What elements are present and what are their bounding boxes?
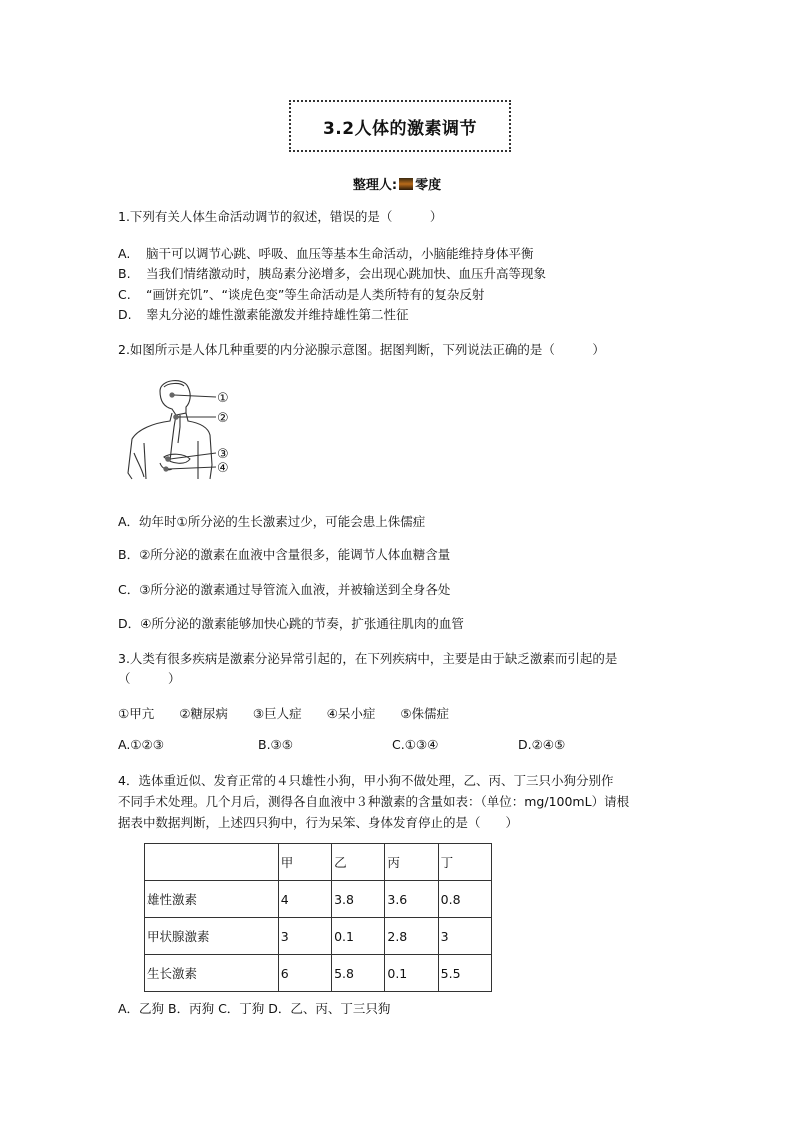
q4-stem-line1: 4．选体重近似、发育正常的４只雄性小狗，甲小狗不做处理，乙、丙、丁三只小狗分别作 — [118, 773, 614, 788]
q1-option-b-label: B. — [118, 266, 131, 281]
q4-stem-line3: 据表中数据判断，上述四只狗中，行为呆笨、身体发育停止的是（ ） — [118, 815, 519, 830]
organizer-name: 零度 — [415, 178, 442, 193]
q1-option-d-text: 睾丸分泌的雄性激素能激发并维持雄性第二性征 — [146, 307, 409, 322]
q2-option-d: D．④所分泌的激素能够加快心跳的节奏，扩张通往肌肉的血管 — [118, 616, 464, 631]
q3-choice-b: B.③⑤ — [258, 737, 293, 752]
organizer-prefix: 整理人: — [352, 178, 398, 193]
page-title: 3.2人体的激素调节 — [289, 100, 511, 152]
table-cell: 3.8 — [332, 881, 385, 918]
q1-option-a-label: A. — [118, 246, 131, 261]
q2-option-c: C．③所分泌的激素通过导管流入血液，并被输送到全身各处 — [118, 582, 451, 597]
table-cell: 0.1 — [332, 918, 385, 955]
organizer-line — [0, 174, 794, 193]
q1-option-d-label: D. — [118, 307, 132, 322]
q1-option-b-text: 当我们情绪激动时，胰岛素分泌增多，会出现心跳加快、血压升高等现象 — [146, 266, 547, 281]
hormone-table — [144, 843, 492, 992]
table-header-row — [145, 844, 492, 881]
q2-option-b: B．②所分泌的激素在血液中含量很多，能调节人体血糖含量 — [118, 547, 451, 562]
q1-option-b — [118, 264, 546, 282]
table-cell: 雄性激素 — [145, 881, 279, 918]
table-cell: 5.8 — [332, 955, 385, 992]
q3-choice-c: C.①③④ — [392, 737, 439, 752]
table-cell: 甲状腺激素 — [145, 918, 279, 955]
q2-stem: 2.如图所示是人体几种重要的内分泌腺示意图。据图判断，下列说法正确的是（ ） — [118, 342, 605, 357]
table-cell: 3 — [438, 918, 491, 955]
diagram-label-4: ④ — [217, 461, 229, 476]
q3-stem: 3.人类有很多疾病是激素分泌异常引起的，在下列疾病中，主要是由于缺乏激素而引起的是 — [118, 651, 618, 666]
endocrine-glands-diagram — [124, 373, 244, 483]
organizer-avatar-icon — [399, 178, 413, 190]
table-header-cell — [145, 844, 279, 881]
table-cell: 2.8 — [385, 918, 438, 955]
table-cell: 3 — [278, 918, 331, 955]
table-header-cell: 乙 — [332, 844, 385, 881]
diagram-label-3: ③ — [217, 447, 229, 462]
table-header-cell: 丁 — [438, 844, 491, 881]
q3-diseases: ①甲亢 ②糖尿病 ③巨人症 ④呆小症 ⑤侏儒症 — [118, 706, 450, 721]
table-cell: 0.8 — [438, 881, 491, 918]
table-cell: 5.5 — [438, 955, 491, 992]
table-row — [145, 918, 492, 955]
q2-option-a: A．幼年时①所分泌的生长激素过少，可能会患上侏儒症 — [118, 514, 426, 529]
q1-option-a — [118, 244, 534, 262]
q1-option-d — [118, 305, 409, 323]
table-cell: 0.1 — [385, 955, 438, 992]
table-row — [145, 955, 492, 992]
q1-option-c-text: “画饼充饥”、“谈虎色变”等生命活动是人类所特有的复杂反射 — [146, 287, 485, 302]
diagram-label-1: ① — [217, 391, 229, 406]
q4-answer-options: A．乙狗 B．丙狗 C．丁狗 D．乙、丙、丁三只狗 — [118, 1001, 391, 1016]
q3-choice-d: D.②④⑤ — [518, 737, 566, 752]
q3-stem-bracket: （ ） — [118, 671, 181, 686]
table-cell: 生长激素 — [145, 955, 279, 992]
table-cell: 3.6 — [385, 881, 438, 918]
q1-option-c — [118, 285, 484, 303]
table-cell: 4 — [278, 881, 331, 918]
table-header-cell: 甲 — [278, 844, 331, 881]
table-header-cell: 丙 — [385, 844, 438, 881]
q1-stem: 1.下列有关人体生命活动调节的叙述，错误的是（ ） — [118, 209, 443, 224]
q4-stem-line2: 不同手术处理。几个月后，测得各自血液中３种激素的含量如表：（单位：mg/100mL）请根 — [118, 794, 630, 809]
q1-option-c-label: C. — [118, 287, 131, 302]
table-row — [145, 881, 492, 918]
q3-choice-a: A.①②③ — [118, 737, 164, 752]
diagram-label-2: ② — [217, 411, 229, 426]
table-cell: 6 — [278, 955, 331, 992]
q1-option-a-text: 脑干可以调节心跳、呼吸、血压等基本生命活动，小脑能维持身体平衡 — [146, 246, 534, 261]
